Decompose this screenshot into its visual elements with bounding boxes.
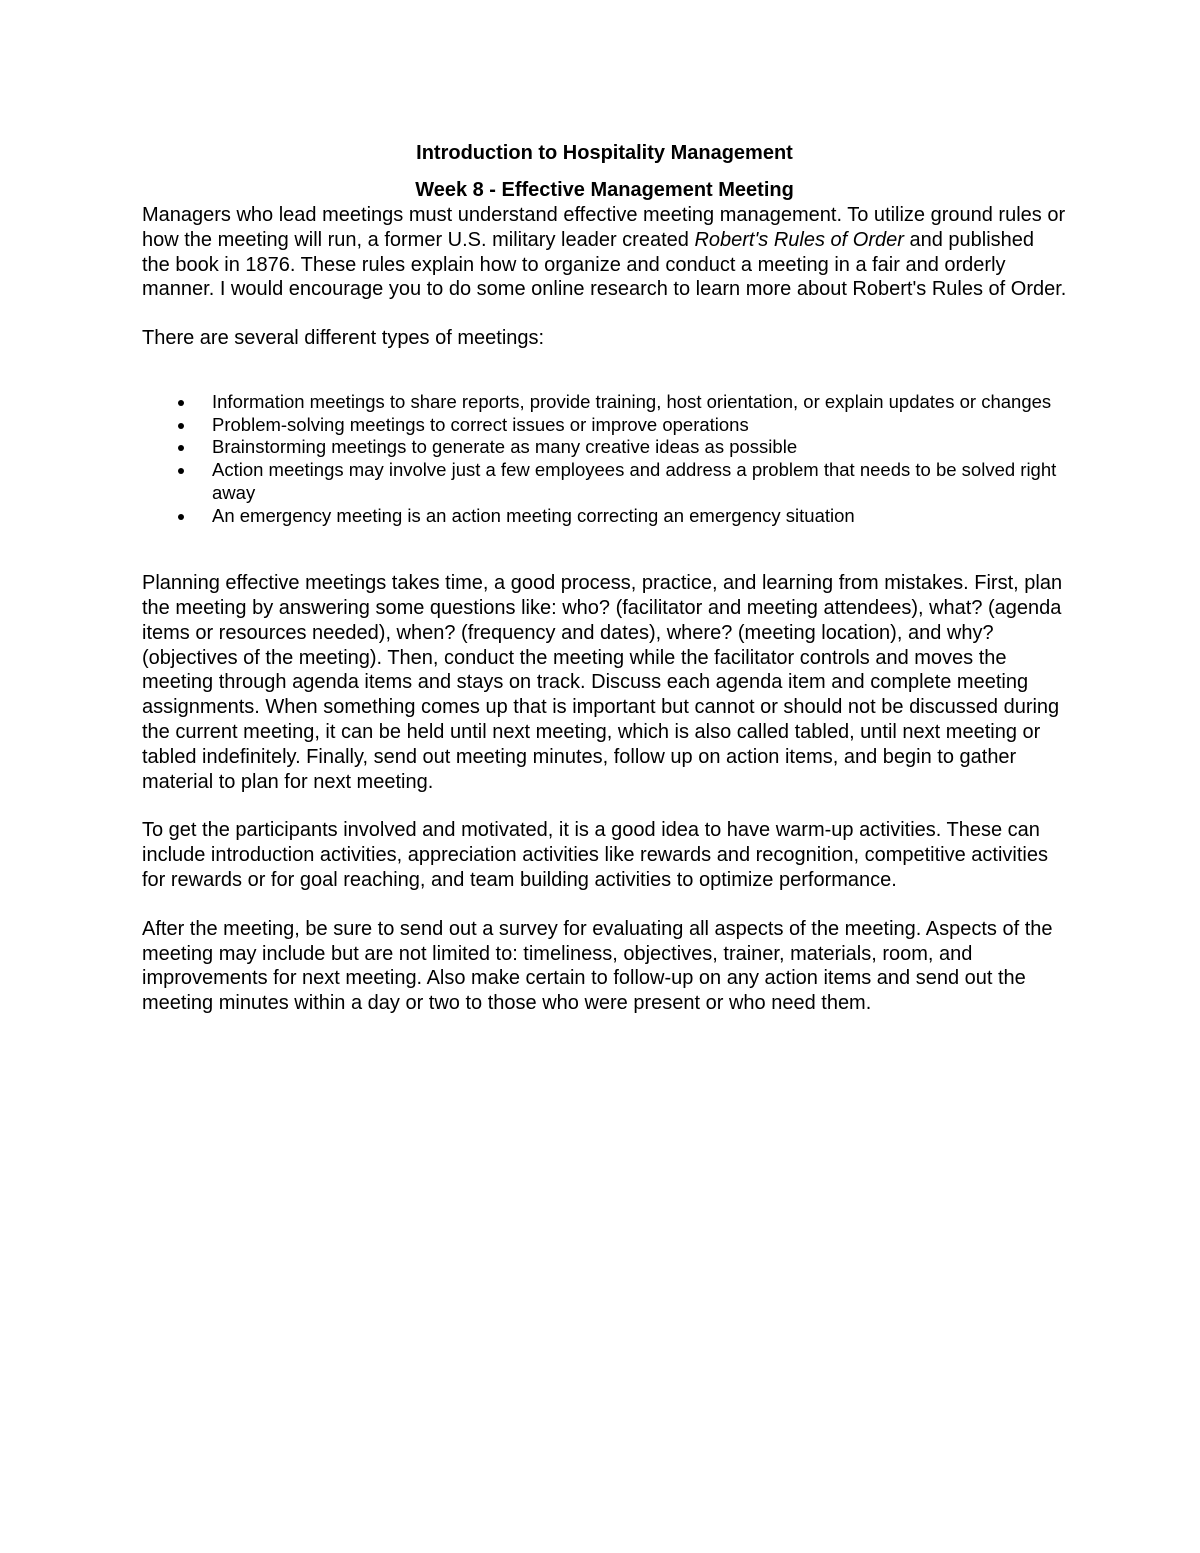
intro-text-end: and published the book in 1876. These rules explain how to organize and conduct a meeting in a fair and orderly manner. I would encourage you to do some online research to learn more about Robert's Rules of Order. bbox=[142, 228, 1067, 301]
bullet-icon bbox=[178, 514, 184, 520]
meeting-types-intro: There are several different types of meetings: bbox=[142, 327, 545, 350]
warmup-paragraph: To get the participants involved and motivated, it is a good idea to have warm-up activities. These can include introduction activities, appreciation activities like rewards and recognition, competitive activities for rewards or for goal reaching, and team building activities to optimize performance. bbox=[142, 819, 1048, 891]
bullet-icon bbox=[178, 423, 184, 429]
bullet-icon bbox=[178, 400, 184, 406]
intro-text-start: Managers who lead meetings must understand effective meeting management. To utilize ground rules or how the meeting will run, a former U.S. military leader created bbox=[142, 204, 1066, 251]
list-item-text: Problem-solving meetings to correct issues or improve operations bbox=[212, 413, 749, 435]
document-title: Introduction to Hospitality Management bbox=[416, 142, 793, 164]
planning-paragraph: Planning effective meetings takes time, a good process, practice, and learning from mistakes. First, plan the meeting by answering some questions like: who? (facilitator and meeting attendees), what? (agenda items or resources needed), when? (frequency and dates), where? (meeting location), and why? (objectives of the meeting). Then, conduct the meeting while the facilitator controls and moves the meeting through agenda items and stays on track. Discuss each agenda item and complete meeting assignments. When something comes up that is important but cannot or should not be discussed during the current meeting, it can be held until next meeting, which is also called tabled, until next meeting or tabled indefinitely. Finally, send out meeting minutes, follow up on action items, and begin to gather material to plan for next meeting. bbox=[142, 572, 1063, 793]
list-item-text: Information meetings to share reports, provide training, host orientation, or explain updates or changes bbox=[212, 390, 1052, 412]
document-body bbox=[142, 141, 1067, 1016]
book-title-italic: Robert's Rules of Order bbox=[694, 228, 904, 251]
bullet-icon bbox=[178, 468, 184, 474]
list-item bbox=[142, 505, 1067, 528]
list-item bbox=[142, 414, 1067, 437]
bullet-icon bbox=[178, 445, 184, 451]
document-subtitle: Week 8 - Effective Management Meeting bbox=[415, 179, 794, 201]
after-meeting-paragraph: After the meeting, be sure to send out a survey for evaluating all aspects of the meeting. Aspects of the meeting may include but are not limited to: timeliness, objectives, trainer, materials, room, and improvements for next meeting. Also make certain to follow-up on any action items and send out the meeting minutes within a day or two to those who were present or who need them. bbox=[142, 917, 1053, 1015]
intro-paragraph bbox=[142, 203, 1067, 302]
list-item-text: Brainstorming meetings to generate as many creative ideas as possible bbox=[212, 436, 798, 458]
list-item bbox=[142, 391, 1067, 414]
list-item-text: An emergency meeting is an action meeting correcting an emergency situation bbox=[212, 504, 855, 526]
list-item-text: Action meetings may involve just a few employees and address a problem that needs to be solved right away bbox=[212, 459, 1057, 503]
meeting-types-list bbox=[142, 391, 1067, 527]
list-item bbox=[142, 459, 1067, 504]
list-item bbox=[142, 436, 1067, 459]
